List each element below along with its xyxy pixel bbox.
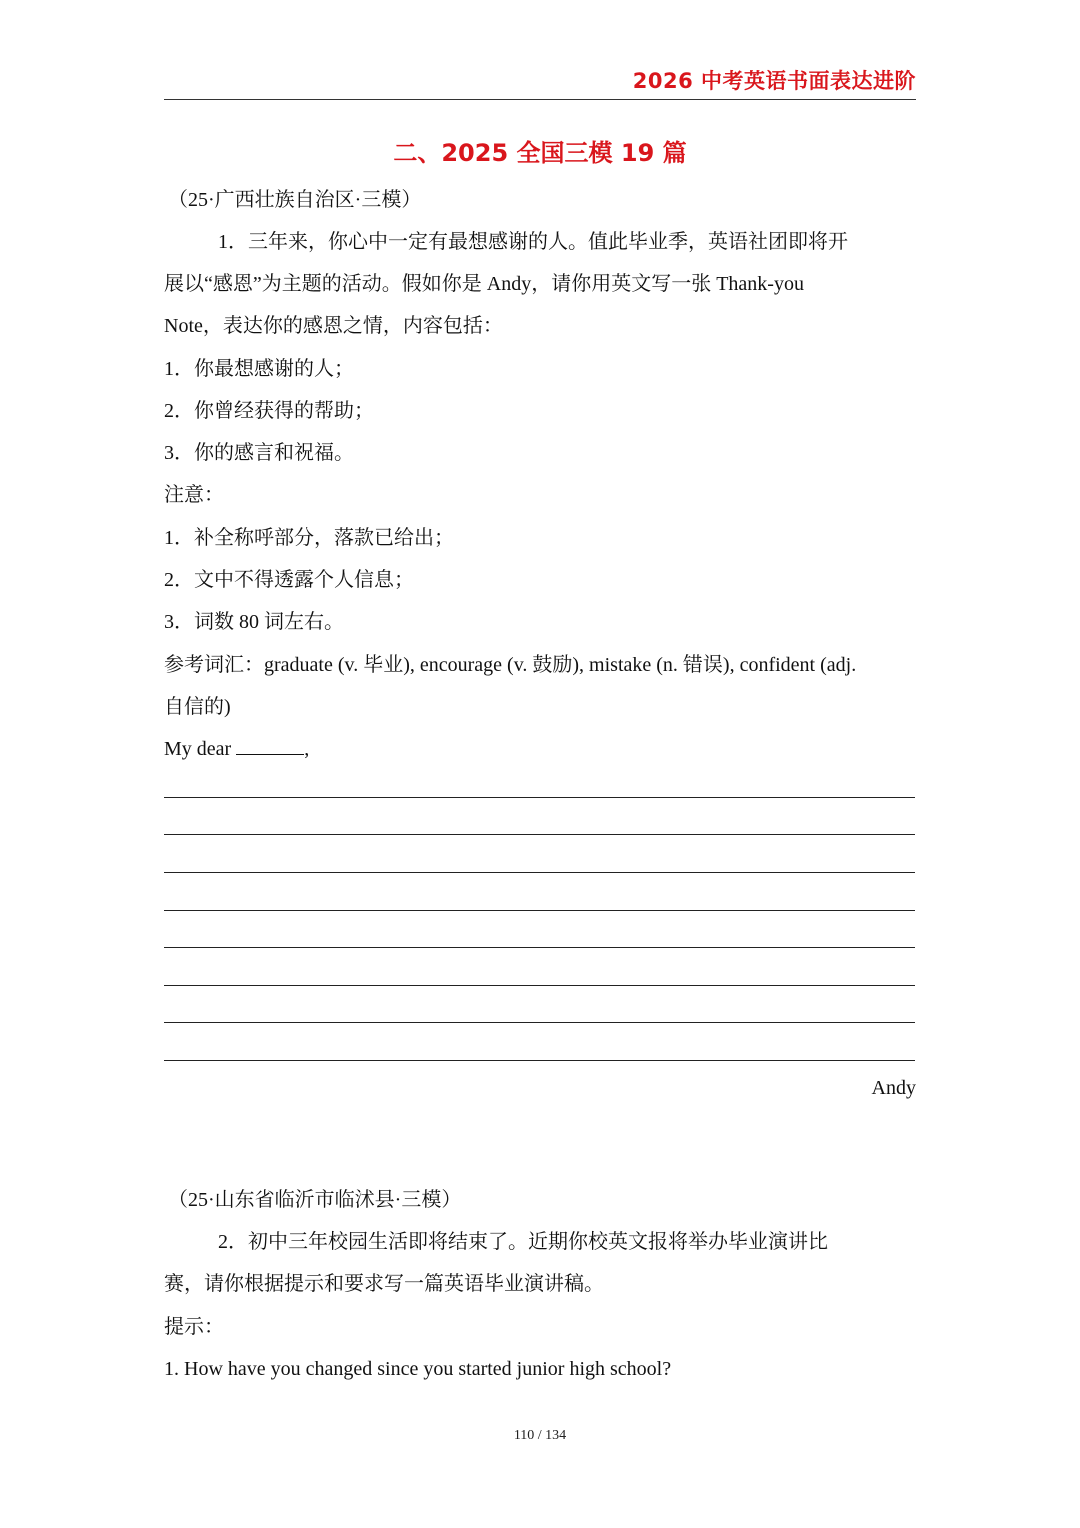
greeting-blank: [236, 738, 304, 755]
q1-greeting: [164, 736, 309, 762]
q1-note-item: 3．词数 80 词左右。: [164, 611, 344, 633]
q1-prompt-line: 1．三年来，你心中一定有最想感谢的人。值此毕业季，英语社团即将开: [218, 231, 848, 253]
q1-vocabulary: 参考词汇：graduate (v. 毕业), encourage (v. 鼓励), mistake (n. 错误), confident (adj.: [164, 654, 857, 676]
q1-vocabulary: 自信的): [164, 696, 231, 718]
greeting-prefix: My dear: [164, 738, 232, 760]
page-header: [164, 66, 916, 100]
answer-line: [164, 1060, 915, 1061]
answer-line: [164, 834, 915, 835]
q1-notes-label: 注意：: [164, 484, 224, 506]
q1-content-item: 2．你曾经获得的帮助；: [164, 400, 374, 422]
q1-content-item: 3．你的感言和祝福。: [164, 442, 354, 464]
greeting-suffix: ,: [304, 738, 310, 760]
answer-line: [164, 872, 915, 873]
q1-prompt-line: 展以“感恩”为主题的活动。假如你是 Andy，请你用英文写一张 Thank-you: [164, 273, 804, 295]
q2-hint-item: 1. How have you changed since you started junior high school?: [164, 1358, 672, 1380]
q1-prompt-line: Note，表达你的感恩之情，内容包括：: [164, 315, 503, 337]
answer-line: [164, 797, 915, 798]
answer-line: [164, 1022, 915, 1023]
q2-prompt-line: 2．初中三年校园生活即将结束了。近期你校英文报将举办毕业演讲比: [218, 1231, 828, 1253]
q1-source: （25·广西壮族自治区·三模）: [168, 189, 422, 211]
q1-note-item: 1．补全称呼部分，落款已给出；: [164, 527, 454, 549]
page-number: 110 / 134: [513, 1428, 567, 1443]
signature: Andy: [871, 1077, 916, 1099]
answer-line: [164, 985, 915, 986]
q1-note-item: 2．文中不得透露个人信息；: [164, 569, 414, 591]
q2-hints-label: 提示：: [164, 1316, 224, 1338]
q1-content-item: 1．你最想感谢的人；: [164, 358, 354, 380]
answer-line: [164, 910, 915, 911]
answer-line: [164, 947, 915, 948]
header-title: 2026 中考英语书面表达进阶: [632, 69, 916, 93]
section-title: 二、2025 全国三模 19 篇: [393, 139, 687, 167]
q2-prompt-line: 赛，请你根据提示和要求写一篇英语毕业演讲稿。: [164, 1273, 604, 1295]
q2-source: （25·山东省临沂市临沭县·三模）: [168, 1189, 462, 1211]
